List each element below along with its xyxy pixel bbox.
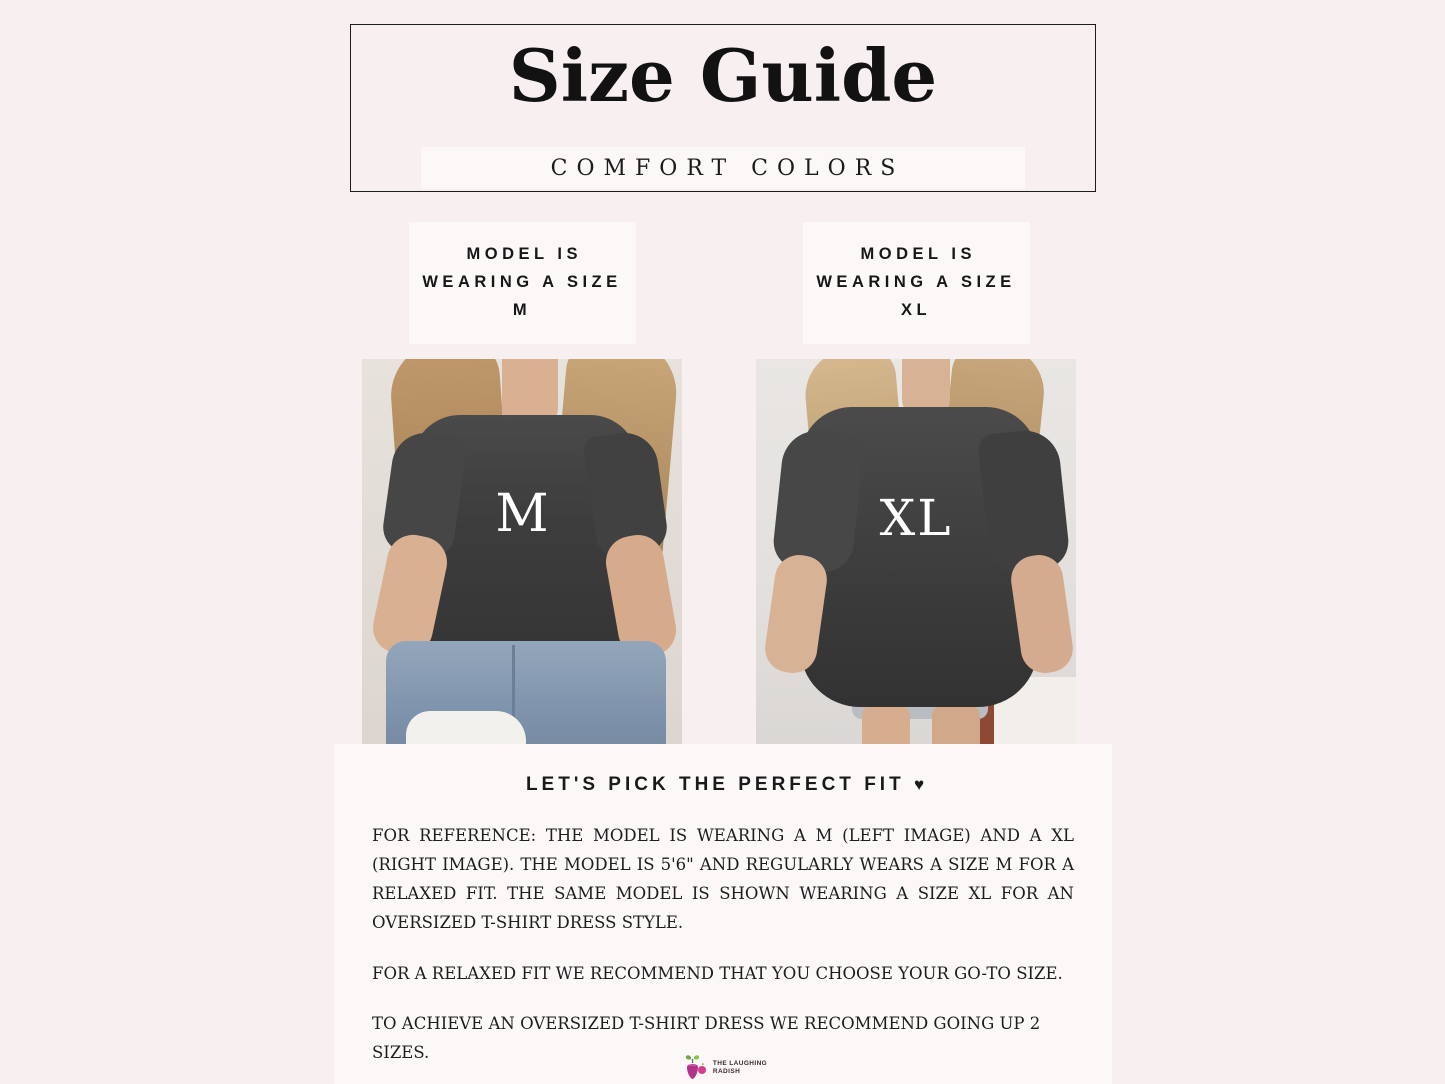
radish-icon bbox=[678, 1054, 708, 1082]
model-label-left: MODEL IS WEARING A SIZE M bbox=[409, 222, 636, 344]
fit-info-heading-text: LET'S PICK THE PERFECT FIT bbox=[525, 774, 905, 795]
header-box bbox=[350, 24, 1096, 192]
model-column-left bbox=[362, 222, 682, 756]
brand-subtitle: COMFORT COLORS bbox=[550, 155, 905, 181]
fit-info-panel bbox=[334, 744, 1112, 1084]
brand-band bbox=[421, 147, 1025, 189]
footer-brand-logo bbox=[0, 1054, 1445, 1082]
footer-brand-line-2: RADISH bbox=[712, 1068, 741, 1075]
model-photo-size-xl bbox=[756, 359, 1076, 756]
page-title: Size Guide bbox=[508, 33, 938, 118]
model-label-right: MODEL IS WEARING A SIZE XL bbox=[803, 222, 1030, 344]
footer-brand-text bbox=[713, 1060, 767, 1076]
size-mark-left: M bbox=[495, 484, 549, 545]
size-mark-right: XL bbox=[879, 489, 953, 548]
footer-brand-line-1: THE LAUGHING bbox=[712, 1059, 768, 1067]
fit-info-paragraph-3: TO ACHIEVE AN OVERSIZED T-SHIRT DRESS WE RECOMMEND GOING UP 2 SIZES. bbox=[372, 1014, 1041, 1063]
fit-info-paragraph-2: FOR A RELAXED FIT WE RECOMMEND THAT YOU CHOOSE YOUR GO-TO SIZE. bbox=[372, 963, 1063, 983]
fit-info-heading bbox=[372, 774, 1074, 796]
model-column-right bbox=[756, 222, 1076, 756]
heart-icon: ♥ bbox=[913, 775, 925, 794]
fit-info-paragraph-1: FOR REFERENCE: THE MODEL IS WEARING A M (LEFT IMAGE) AND A XL (RIGHT IMAGE). THE MODEL IS 5'6" AND REGULARLY WEARS A SIZE M FOR A RELAXED FIT. THE SAME MODEL IS SHOWN WEARING A SIZE XL FOR AN OVERSIZED T-SHIRT DRESS STYLE. bbox=[372, 826, 1074, 932]
model-photo-size-m bbox=[362, 359, 682, 756]
